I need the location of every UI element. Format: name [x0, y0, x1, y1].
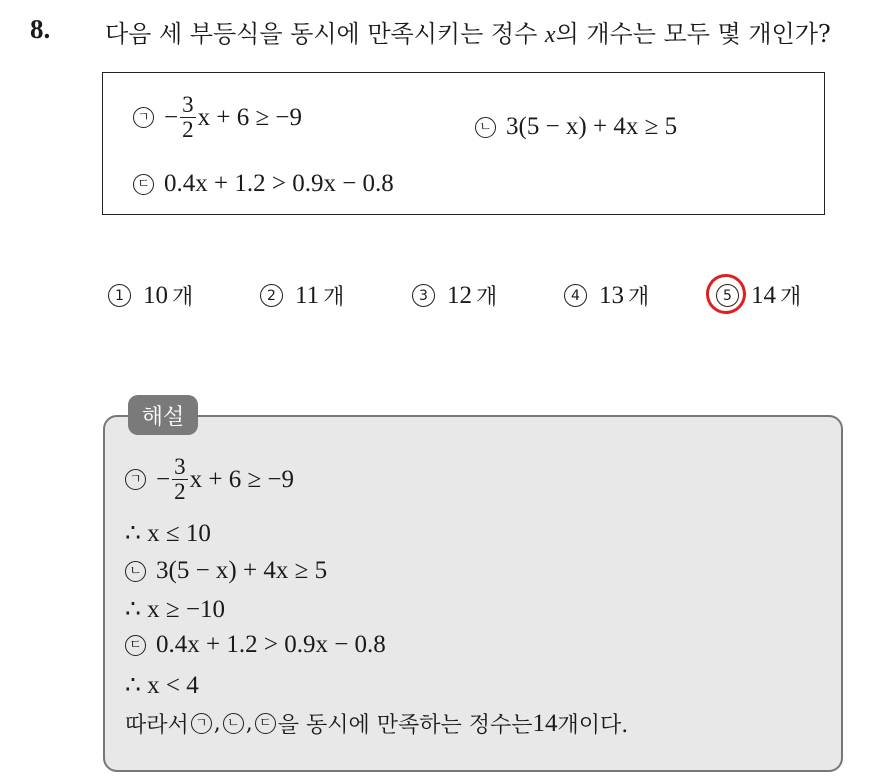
choice-4-unit: 개 — [628, 285, 650, 310]
conclusion-sep-1: , — [213, 711, 221, 736]
condition-a-neg: − — [164, 103, 179, 131]
solution-l1-rest: x + 6 ≥ −9 — [189, 465, 295, 493]
condition-a-fraction — [180, 93, 196, 142]
choice-3[interactable] — [412, 280, 564, 311]
conclusion-marker-2: ㄴ — [223, 713, 244, 734]
solution-conclusion — [125, 708, 628, 739]
choice-4-value: 13 — [599, 281, 624, 309]
solution-l3-marker: ㄴ — [125, 561, 146, 582]
solution-l1-marker: ㄱ — [125, 469, 146, 490]
solution-l5-marker: ㄷ — [125, 635, 146, 656]
choice-5-number-text: 5 — [723, 287, 732, 304]
conclusion-sep-2: , — [245, 711, 253, 736]
choice-1-value: 10 — [143, 281, 168, 309]
choice-5-unit: 개 — [780, 285, 802, 310]
condition-a-frac-den: 2 — [182, 117, 194, 143]
choice-3-unit: 개 — [476, 285, 498, 310]
choice-4-number: 4 — [564, 284, 587, 307]
condition-a-marker: ㄱ — [133, 107, 154, 128]
condition-a-frac-num: 3 — [182, 92, 194, 117]
condition-c-marker: ㄷ — [133, 174, 154, 195]
solution-line-4 — [125, 594, 225, 624]
choice-5[interactable] — [716, 280, 801, 311]
condition-c-expr: 0.4x + 1.2 > 0.9x − 0.8 — [164, 170, 394, 197]
choice-2-number: 2 — [260, 284, 283, 307]
choice-3-value: 12 — [447, 281, 472, 309]
choice-3-number: 3 — [412, 284, 435, 307]
question-number: 8. — [30, 14, 51, 44]
choice-2-value: 11 — [295, 281, 320, 309]
condition-c — [133, 170, 394, 198]
condition-b-marker: ㄴ — [475, 117, 496, 138]
choice-1-number: 1 — [108, 284, 131, 307]
condition-a-rest: x + 6 ≥ −9 — [197, 103, 303, 131]
choice-2[interactable] — [260, 280, 412, 311]
conclusion-marker-3: ㄷ — [255, 713, 276, 734]
choice-5-value: 14 — [751, 281, 776, 309]
solution-line-5 — [125, 631, 386, 659]
solution-l1-fraction — [172, 455, 188, 504]
question-variable: x — [544, 22, 556, 48]
solution-line-1 — [125, 455, 294, 504]
solution-tag: 해설 — [128, 395, 198, 435]
answer-choices — [108, 280, 801, 311]
solution-line-6 — [125, 670, 199, 700]
choice-2-unit: 개 — [323, 285, 345, 310]
condition-b-expr: 3(5 − x) + 4x ≥ 5 — [506, 113, 678, 140]
conclusion-prefix: 따라서 — [125, 713, 189, 738]
choice-1[interactable] — [108, 280, 260, 311]
conditions-box — [102, 72, 825, 215]
conclusion-marker-1: ㄱ — [191, 713, 212, 734]
solution-l6-text: ∴ x < 4 — [125, 672, 199, 699]
solution-l3-expr: 3(5 − x) + 4x ≥ 5 — [156, 557, 328, 584]
condition-b — [475, 113, 677, 141]
solution-l5-expr: 0.4x + 1.2 > 0.9x − 0.8 — [156, 631, 386, 658]
question-text-before: 다음 세 부등식을 동시에 만족시키는 정수 — [105, 20, 545, 48]
condition-a — [133, 93, 302, 142]
choice-5-number — [716, 284, 739, 307]
choice-1-unit: 개 — [172, 285, 194, 310]
solution-line-3 — [125, 557, 327, 585]
conclusion-suffix: 을 동시에 만족하는 정수는 — [277, 713, 533, 738]
question-text — [105, 14, 831, 49]
conclusion-count: 14 — [532, 709, 558, 737]
solution-l1-frac-num: 3 — [174, 454, 186, 479]
solution-l1-neg: − — [156, 465, 171, 493]
question-text-after: 의 개수는 모두 몇 개인가? — [555, 20, 831, 48]
choice-4[interactable] — [564, 280, 716, 311]
solution-line-2 — [125, 518, 211, 548]
solution-l1-frac-den: 2 — [174, 479, 186, 505]
solution-l4-text: ∴ x ≥ −10 — [125, 596, 225, 623]
conclusion-end: 개이다. — [557, 713, 629, 738]
solution-l2-text: ∴ x ≤ 10 — [125, 520, 211, 547]
